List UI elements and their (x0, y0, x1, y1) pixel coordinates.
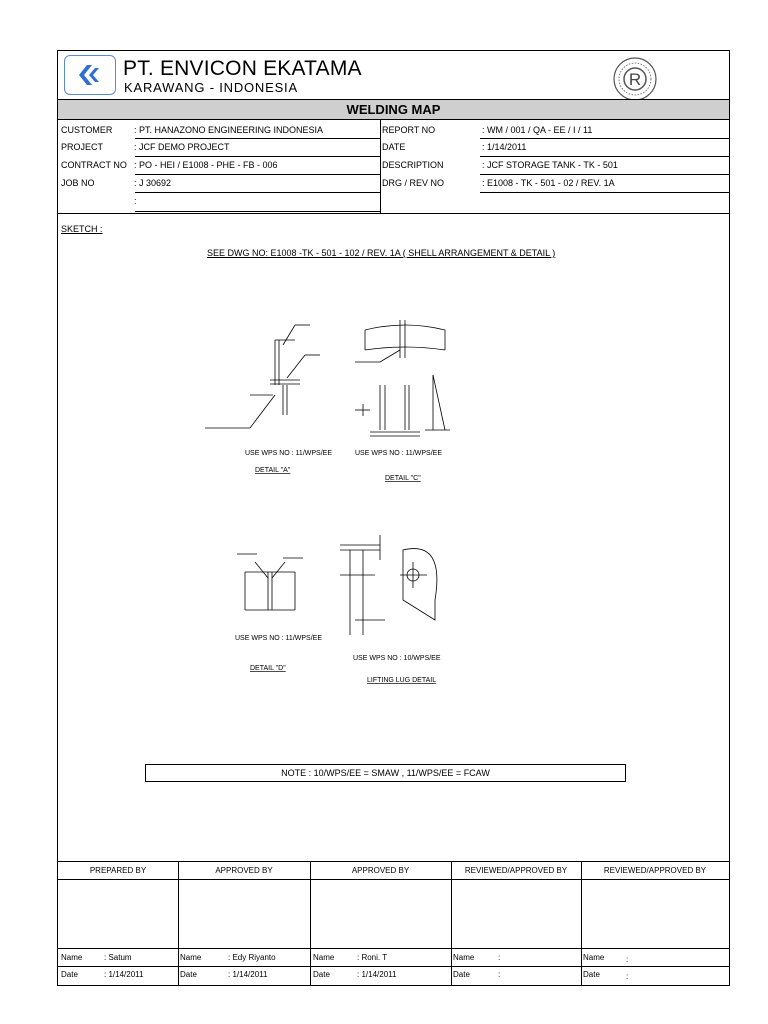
job-value: : J 30692 (134, 178, 172, 188)
contract-label: CONTRACT NO (61, 160, 127, 170)
contract-value: : PO - HEI / E1008 - PHE - FB - 006 (134, 160, 278, 170)
company-logo (64, 55, 116, 95)
sig-name-label: Name (313, 953, 335, 962)
info-rule (480, 156, 730, 157)
customer-label: CUSTOMER (61, 125, 113, 135)
sig-name-label: Name (453, 953, 475, 962)
info-rule (480, 174, 730, 175)
sig-name-label: Name (180, 953, 202, 962)
welding-sketch (195, 300, 485, 700)
sig-date-reviewed-2: : (626, 972, 629, 981)
sig-date-label: Date (583, 970, 600, 979)
wps-label-a: USE WPS NO : 11/WPS/EE (245, 450, 333, 457)
logo-mark-icon (65, 56, 115, 94)
sig-date-reviewed-1: : (498, 970, 501, 979)
sig-col-divider (581, 861, 582, 985)
process-note: NOTE : 10/WPS/EE = SMAW , 11/WPS/EE = FCAW (145, 764, 626, 782)
sig-col-divider (178, 861, 179, 985)
sig-header-rule (58, 879, 729, 880)
info-rule (135, 174, 380, 175)
company-name: PT. ENVICON EKATAMA (123, 57, 362, 80)
sig-date-approved-1: : 1/14/2011 (228, 970, 268, 979)
customer-value: : PT. HANAZONO ENGINEERING INDONESIA (134, 125, 324, 135)
wps-label-lug: USE WPS NO : 10/WPS/EE (353, 655, 441, 662)
drg-value: : E1008 - TK - 501 - 02 / REV. 1A (482, 178, 615, 188)
sig-date-rule (58, 966, 729, 967)
sig-date-label: Date (180, 970, 197, 979)
blank-value: : (134, 196, 137, 206)
job-label: JOB NO (61, 178, 95, 188)
sig-name-approved-2: : Roni. T (357, 953, 388, 962)
info-divider (380, 120, 381, 213)
sig-name-approved-1: : Edy Riyanto (228, 953, 276, 962)
seal-letter: R (628, 70, 642, 89)
project-value: : JCF DEMO PROJECT (134, 142, 230, 152)
sketch-reference: SEE DWG NO: E1008 -TK - 501 - 102 / REV. 1A ( SHELL ARRANGEMENT & DETAIL ) (207, 248, 556, 258)
info-rule (480, 192, 730, 193)
sig-date-prepared: : 1/14/2011 (104, 970, 144, 979)
report-label: REPORT NO (382, 125, 436, 135)
sig-col-divider (451, 861, 452, 985)
sig-role-reviewed-1: REVIEWED/APPROVED BY (464, 866, 568, 875)
wps-label-c: USE WPS NO : 11/WPS/EE (355, 450, 443, 457)
certification-seal (612, 56, 658, 102)
info-rule (135, 156, 380, 157)
description-label: DESCRIPTION (382, 160, 444, 170)
sig-date-label: Date (313, 970, 330, 979)
sig-name-prepared: : Satum (104, 953, 132, 962)
sig-name-reviewed-1: : (498, 953, 501, 962)
date-label: DATE (382, 142, 406, 152)
description-value: : JCF STORAGE TANK - TK - 501 (482, 160, 618, 170)
sig-role-approved-1: APPROVED BY (215, 866, 273, 875)
info-rule (135, 138, 380, 139)
detail-label-d: DETAIL "D" (250, 665, 286, 672)
info-rule (135, 211, 380, 212)
wps-label-d: USE WPS NO : 11/WPS/EE (235, 635, 323, 642)
section-rule (58, 213, 729, 214)
sig-role-prepared: PREPARED BY (89, 866, 147, 875)
sig-date-label: Date (61, 970, 78, 979)
sig-col-divider (310, 861, 311, 985)
info-rule (135, 192, 380, 193)
drg-label: DRG / REV NO (382, 178, 445, 188)
detail-label-a: DETAIL "A" (255, 467, 291, 474)
detail-label-c: DETAIL "C" (385, 475, 421, 482)
sig-role-reviewed-2: REVIEWED/APPROVED BY (603, 866, 707, 875)
sig-name-label: Name (61, 953, 83, 962)
sketch-label: SKETCH : (61, 224, 103, 234)
date-value: : 1/14/2011 (482, 142, 527, 152)
company-location: KARAWANG - INDONESIA (124, 80, 298, 95)
sig-date-label: Date (453, 970, 470, 979)
sig-name-reviewed-2: : (626, 955, 629, 964)
sig-date-approved-2: : 1/14/2011 (357, 970, 397, 979)
document-title: WELDING MAP (58, 99, 729, 120)
sig-role-approved-2: APPROVED BY (351, 866, 410, 875)
detail-label-lug: LIFTING LUG DETAIL (367, 677, 437, 684)
sig-table-top (58, 861, 729, 862)
report-value: : WM / 001 / QA - EE / I / 11 (482, 125, 593, 135)
info-rule (480, 138, 730, 139)
project-label: PROJECT (61, 142, 104, 152)
sig-name-label: Name (583, 953, 605, 962)
sig-name-rule (58, 948, 729, 949)
